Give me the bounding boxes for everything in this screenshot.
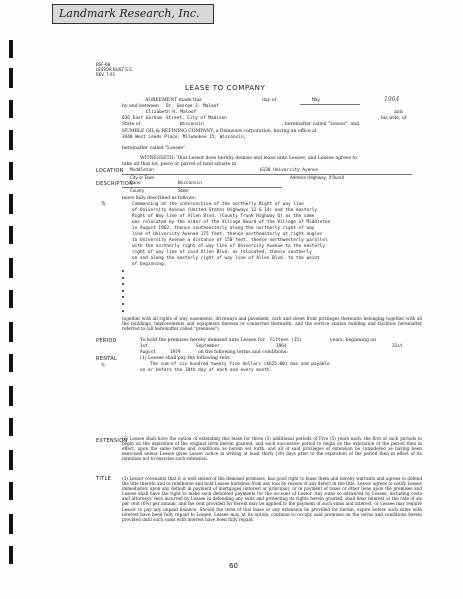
binding-mark: [9, 354, 13, 372]
binding-mark: [9, 162, 13, 180]
period-label: PERIOD: [96, 338, 117, 344]
binding-mark: [9, 450, 13, 470]
lessor-state: Wisconsin: [180, 122, 204, 127]
period-text-c: on the following terms and conditions:: [198, 350, 288, 355]
period-text-b: years, beginning on: [330, 338, 377, 343]
binding-mark: [9, 546, 13, 564]
margin-dot: [122, 270, 124, 272]
description-line: with the northerly right of way line of University Avenue to the easterly: [132, 244, 325, 249]
period-begin-day: 1st: [140, 344, 148, 349]
extension-label: EXTENSION: [96, 438, 128, 444]
period-text-a: To hold the premises hereby demised unto Lessee for: [140, 338, 265, 343]
rental-line-1: (1) Lessee shall pay the following rent:: [140, 356, 231, 361]
document-title: LEASE TO COMPANY: [185, 84, 266, 92]
description-line: in August 1962, thence southeasterly along the northerly right of way: [132, 226, 315, 231]
rental-line-2: The sum of six hundred twenty five dollars ($625.00) due and payable: [150, 362, 330, 367]
agreement-month: May: [312, 98, 320, 103]
binding-mark: [9, 482, 13, 500]
by-and-between-label: by and between: [122, 104, 159, 109]
stamp-text: Landmark Research, Inc.: [59, 7, 200, 20]
description-line: of beginning.: [132, 262, 167, 267]
period-begin-year: 1964: [276, 344, 287, 349]
lessor-name-2: Elizabeth H. Maloof: [146, 110, 197, 115]
margin-dot: [122, 310, 124, 312]
margin-dot: [122, 283, 124, 285]
lessor-name-1: Dr. George J. Maloof: [166, 104, 219, 109]
lessor-address: 636 East Gorham: [122, 116, 162, 121]
handwritten-initials: ✎: [100, 362, 106, 369]
hereinafter-lessor: , hereinafter called "Lessor", and: [282, 122, 360, 127]
form-code-line: REV. 7-61: [96, 72, 116, 77]
his-wife-label: , his wife, of: [378, 116, 407, 121]
form-code-line: LESSOR BUILT S.S.: [96, 67, 133, 72]
period-begin-month: September: [196, 344, 220, 349]
description-line: to University Avenue a distance of 150 feet, thence northwesterly parallel: [132, 238, 328, 243]
period-end-day: 31st: [392, 344, 403, 349]
binding-mark: [9, 40, 13, 58]
binding-mark: [9, 322, 13, 342]
handwritten-note: ✎: [100, 200, 106, 208]
binding-mark: [9, 194, 13, 214]
binding-mark: [9, 100, 13, 118]
margin-dot: [122, 303, 124, 305]
location-address: 6130 University Avenue: [260, 168, 319, 173]
binding-mark: [9, 226, 13, 244]
description-line: Commencing at the intersection of the northerly Right of way line: [132, 202, 304, 207]
binding-mark: [9, 130, 13, 150]
agreement-year: 1964: [384, 96, 400, 103]
form-code-line: BSF-6B: [96, 62, 111, 67]
binding-mark: [9, 514, 13, 534]
location-underline: [122, 174, 412, 175]
binding-mark: [9, 68, 13, 88]
form-code: [96, 62, 133, 77]
location-label: LOCATION: [96, 168, 124, 174]
binding-mark: [9, 290, 13, 308]
company-clause: HUMBLE OIL & REFINING COMPANY, a Delaware corporation, having an office at: [122, 129, 317, 134]
hereinafter-lessee: hereinafter called "Lessee".: [122, 146, 187, 151]
location-city: Middleton: [130, 168, 154, 173]
description-intro: more fully described as follows:: [122, 196, 197, 201]
description-line: of University Avenue (United States Highways 12 & 14) and the easterly: [132, 208, 318, 213]
address-caption: Address (Highway, if Rural): [290, 175, 345, 180]
binding-mark: [9, 418, 13, 436]
description-line: right of way line of said Allen Blvd. as relocated, thence southerly: [132, 250, 312, 255]
margin-dot-column: [122, 270, 125, 316]
binding-mark: [9, 258, 13, 278]
day-of-label: day of: [262, 98, 277, 103]
description-line: line of University Avenue 175 feet, thence northeasterly at right angles: [132, 232, 323, 237]
witnesseth-line-1: WITNESSETH: That Lessor does hereby demise and lease unto Lessee, and Lessee agrees to: [140, 156, 358, 161]
appurtenances-clause: together with all rights of way, easements, driveways and pavement, curb and street front privileges thereunto belonging together with all the buildings, improvements and equipment thereon or connected therewith, and the service station building and facilities hereinafter referred to (all hereinafter called "premises").: [122, 316, 422, 332]
agreement-label: AGREEMENT made this: [145, 98, 202, 103]
lessor-city: Street, City of Madison: [166, 116, 227, 121]
margin-dot: [122, 296, 124, 298]
company-stamp: [52, 4, 214, 24]
description-line: Right of Way line of Allen Blvd. (County Trunk Highway Q) as the same: [132, 214, 315, 219]
description-line: was relocated by the order of the Village Board of the Village of Middleton: [132, 220, 331, 225]
state-caption: State: [178, 188, 189, 193]
county-underline: [122, 187, 282, 188]
description-text: [132, 202, 330, 268]
and-label: and: [394, 110, 403, 115]
binding-mark: [9, 386, 13, 406]
page-number: 60: [229, 562, 238, 570]
extension-clause: (2) Lessee shall have the option of extending this lease for three (3) additional periods of Five (5) years each, the first of such periods to begin on the expiration of the original term herein granted, and each successive period to begin on the expiration of the period then in effect, upon the same terms and conditions as herein set forth, and all of said privileges of extension be considered as having been exercised unless Lessee gives Lessor notice in writing at least thirty (30) days prior to the expiration of the period then in effect of its intention not to exercise such extension.: [122, 436, 422, 462]
witnesseth-line-2: take all that lot, piece or parcel of land situate in: [122, 162, 237, 167]
description-label: DESCRIPTION: [96, 181, 134, 187]
location-county: Dane: [130, 181, 141, 186]
title-clause: (3) Lessor covenants that it is well seized of the demised premises, has good right to lease them and hereby warrants and agrees to defend the title thereto and to reimburse and hold Lessee harmless from any loss by reason of any defect in the title. Lessor agrees to notify Lessee immediately upon any default in payment of mortgages (interest or principal), or in payment of taxes or other liens upon the premises and Lessee shall have the right to make such defaulted payments for the account of Lessor. Any sums so advanced by Lessee, including costs and attorneys' fees incurred by Lessee in defending any suits and protecting its rights herein granted, shall bear interest at the rate of six per cent (6%) per annum, and the rent provided for herein may be applied to the payment of such sums and interest, or Lessee may require Lessor to pay any unpaid balance. Should the term of this lease or any extension be provided for herein, expire before such sums with interest have been fully repaid to Lessee, Lessee may, at its option, continue to occupy said premises on the terms and conditions herein provided until such sums with interest have been fully repaid.: [122, 476, 422, 522]
description-line: on and along the easterly right of way line of Allen Blvd. to the point: [132, 256, 320, 261]
title-label: TITLE: [96, 476, 112, 482]
state-of-label: State of: [122, 122, 141, 127]
company-address: 3440 West Leeds Place, Milwaukee 15, Wisconsin,: [122, 135, 247, 140]
rental-label: RENTAL: [96, 356, 118, 362]
period-end-month: August: [140, 350, 156, 355]
month-underline: [300, 104, 360, 105]
county-caption: County: [130, 188, 145, 193]
period-end-year: 1979: [170, 350, 181, 355]
margin-dot: [122, 290, 124, 292]
location-state: Wisconsin: [178, 181, 202, 186]
period-years: Fifteen (15): [270, 338, 302, 343]
city-caption: City or Town: [130, 175, 155, 180]
margin-dot: [122, 277, 124, 279]
rental-line-3: on or before the 10th day of each and every month.: [140, 368, 273, 373]
